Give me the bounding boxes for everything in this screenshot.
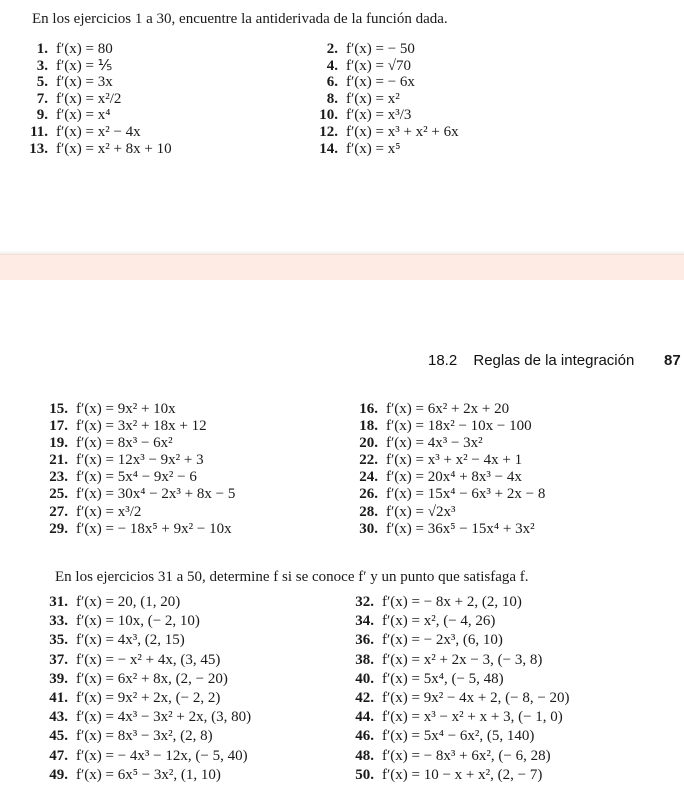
exercise-expression: f′(x) = x⁴ <box>56 107 111 124</box>
exercise-number: 24. <box>359 469 378 486</box>
exercise-item <box>312 141 612 158</box>
exercise-item <box>40 670 346 689</box>
exercise-number: 10. <box>319 107 338 124</box>
exercise-number: 4. <box>326 57 338 74</box>
exercise-list-1-14 <box>22 41 612 157</box>
exercise-list-31-50 <box>40 593 666 785</box>
exercise-expression: f′(x) = 4x³ − 3x² <box>386 435 483 452</box>
exercise-expression: f′(x) = x³ + x² + 6x <box>346 123 459 140</box>
exercise-number: 3. <box>36 57 48 74</box>
exercise-number: 9. <box>36 107 48 124</box>
exercise-item <box>350 418 650 435</box>
exercise-item <box>346 651 666 670</box>
exercise-number: 29. <box>49 520 68 537</box>
exercise-item <box>346 708 666 727</box>
exercise-item <box>312 41 612 58</box>
exercise-item <box>346 689 666 708</box>
exercise-item <box>40 521 350 538</box>
exercise-expression: f′(x) = 9x² − 4x + 2, (− 8, − 20) <box>382 689 570 706</box>
instruction-1-30: En los ejercicios 1 a 30, encuentre la antiderivada de la función dada. <box>32 11 448 27</box>
exercise-number: 27. <box>49 503 68 520</box>
exercise-expression: f′(x) = 15x⁴ − 6x³ + 2x − 8 <box>386 486 546 503</box>
exercise-expression: f′(x) = 80 <box>56 41 113 57</box>
exercise-number: 8. <box>326 90 338 107</box>
exercise-expression: f′(x) = − 2x³, (6, 10) <box>382 632 503 649</box>
exercise-item <box>40 612 346 631</box>
exercise-expression: f′(x) = 3x <box>56 74 113 91</box>
exercise-number: 44. <box>355 709 374 726</box>
exercise-expression: f′(x) = 36x⁵ − 15x⁴ + 3x² <box>386 520 535 537</box>
exercise-expression: f′(x) = − 8x + 2, (2, 10) <box>382 594 522 610</box>
exercise-number: 22. <box>359 452 378 469</box>
exercise-number: 45. <box>49 728 68 745</box>
exercise-number: 32. <box>355 594 374 610</box>
exercise-number: 43. <box>49 709 68 726</box>
exercise-number: 36. <box>355 632 374 649</box>
exercise-item <box>40 469 350 486</box>
exercise-item <box>312 107 612 124</box>
exercise-expression: f′(x) = x² + 2x − 3, (− 3, 8) <box>382 651 543 668</box>
exercise-expression: f′(x) = 9x² + 2x, (− 2, 2) <box>76 689 221 706</box>
exercise-expression: f′(x) = x², (− 4, 26) <box>382 613 496 630</box>
exercise-expression: f′(x) = 12x³ − 9x² + 3 <box>76 452 204 469</box>
running-head <box>428 352 634 369</box>
exercise-number: 5. <box>36 74 48 91</box>
exercise-expression: f′(x) = 6x² + 2x + 20 <box>386 401 510 417</box>
exercise-item <box>40 418 350 435</box>
exercise-expression: f′(x) = 30x⁴ − 2x³ + 8x − 5 <box>76 486 236 503</box>
exercise-number: 25. <box>49 486 68 503</box>
exercise-number: 19. <box>49 435 68 452</box>
exercise-item <box>346 766 666 785</box>
exercise-number: 47. <box>49 747 68 764</box>
exercise-number: 2. <box>326 41 338 57</box>
exercise-expression: f′(x) = x³ − x² + x + 3, (− 1, 0) <box>382 709 563 726</box>
exercise-item <box>312 74 612 91</box>
exercise-number: 6. <box>326 74 338 91</box>
exercise-number: 18. <box>359 418 378 435</box>
exercise-expression: f′(x) = 6x² + 8x, (2, − 20) <box>76 670 228 687</box>
exercise-expression: f′(x) = √70 <box>346 57 411 74</box>
exercise-expression: f′(x) = − 6x <box>346 74 415 91</box>
exercise-number: 16. <box>359 401 378 417</box>
exercise-number: 37. <box>49 651 68 668</box>
exercise-item <box>40 593 346 612</box>
exercise-number: 38. <box>355 651 374 668</box>
exercise-item <box>346 631 666 650</box>
exercise-number: 49. <box>49 766 68 783</box>
exercise-expression: f′(x) = − 4x³ − 12x, (− 5, 40) <box>76 747 248 764</box>
exercise-item <box>40 486 350 503</box>
exercise-expression: f′(x) = 5x⁴ − 6x², (5, 140) <box>382 728 535 745</box>
exercise-item <box>346 747 666 766</box>
exercise-number: 26. <box>359 486 378 503</box>
exercise-expression: f′(x) = x³ + x² − 4x + 1 <box>386 452 523 469</box>
exercise-expression: f′(x) = 10x, (− 2, 10) <box>76 613 200 630</box>
exercise-item <box>350 486 650 503</box>
page-number: 87 <box>664 352 681 369</box>
exercise-number: 33. <box>49 613 68 630</box>
instruction-31-50: En los ejercicios 31 a 50, determine f si se conoce f′ y un punto que satisfaga f. <box>55 569 529 585</box>
exercise-expression: f′(x) = 10 − x + x², (2, − 7) <box>382 766 543 783</box>
exercise-number: 17. <box>49 418 68 435</box>
exercise-number: 11. <box>30 123 48 140</box>
exercise-expression: f′(x) = √2x³ <box>386 503 456 520</box>
page-separator-band <box>0 254 684 280</box>
exercise-expression: f′(x) = x⁵ <box>346 140 401 157</box>
exercise-expression: f′(x) = − x² + 4x, (3, 45) <box>76 651 221 668</box>
exercise-item <box>350 452 650 469</box>
exercise-item <box>312 58 612 75</box>
exercise-expression: f′(x) = 5x⁴ − 9x² − 6 <box>76 469 197 486</box>
exercise-number: 14. <box>319 140 338 157</box>
exercise-item <box>346 612 666 631</box>
exercise-number: 39. <box>49 670 68 687</box>
exercise-number: 40. <box>355 670 374 687</box>
exercise-number: 20. <box>359 435 378 452</box>
exercise-expression: f′(x) = 4x³ − 3x² + 2x, (3, 80) <box>76 709 252 726</box>
exercise-item <box>350 521 650 538</box>
exercise-item <box>40 747 346 766</box>
exercise-item <box>22 124 312 141</box>
exercise-expression: f′(x) = 20, (1, 20) <box>76 594 181 610</box>
exercise-expression: f′(x) = 4x³, (2, 15) <box>76 632 185 649</box>
exercise-number: 30. <box>359 520 378 537</box>
exercise-item <box>40 708 346 727</box>
exercise-item <box>346 593 666 612</box>
exercise-item <box>40 727 346 746</box>
exercise-expression: f′(x) = 20x⁴ + 8x³ − 4x <box>386 469 522 486</box>
exercise-number: 46. <box>355 728 374 745</box>
exercise-item <box>346 670 666 689</box>
exercise-number: 12. <box>319 123 338 140</box>
exercise-item <box>350 469 650 486</box>
exercise-expression: f′(x) = − 18x⁵ + 9x² − 10x <box>76 520 232 537</box>
exercise-item <box>350 504 650 521</box>
exercise-item <box>40 401 350 418</box>
exercise-item <box>40 631 346 650</box>
exercise-item <box>22 41 312 58</box>
exercise-number: 31. <box>49 594 68 610</box>
exercise-number: 41. <box>49 689 68 706</box>
exercise-number: 34. <box>355 613 374 630</box>
section-number: 18.2 <box>428 352 458 369</box>
exercise-number: 28. <box>359 503 378 520</box>
exercise-number: 21. <box>49 452 68 469</box>
exercise-number: 35. <box>49 632 68 649</box>
exercise-expression: f′(x) = x²/2 <box>56 90 122 107</box>
exercise-item <box>22 91 312 108</box>
exercise-expression: f′(x) = − 8x³ + 6x², (− 6, 28) <box>382 747 551 764</box>
exercise-number: 50. <box>355 766 374 783</box>
exercise-number: 1. <box>36 41 48 57</box>
exercise-expression: f′(x) = x² − 4x <box>56 123 141 140</box>
exercise-expression: f′(x) = x³/3 <box>346 107 412 124</box>
exercise-expression: f′(x) = x² + 8x + 10 <box>56 140 172 157</box>
exercise-list-15-30 <box>40 401 650 538</box>
exercise-item <box>350 435 650 452</box>
exercise-number: 15. <box>49 401 68 417</box>
exercise-item <box>346 727 666 746</box>
exercise-expression: f′(x) = 9x² + 10x <box>76 401 176 417</box>
exercise-item <box>40 766 346 785</box>
exercise-item <box>40 651 346 670</box>
exercise-expression: f′(x) = − 50 <box>346 41 415 57</box>
exercise-item <box>40 504 350 521</box>
section-title: Reglas de la integración <box>473 352 635 369</box>
exercise-number: 7. <box>36 90 48 107</box>
exercise-expression: f′(x) = ⅕ <box>56 57 113 74</box>
exercise-expression: f′(x) = 18x² − 10x − 100 <box>386 418 532 435</box>
exercise-expression: f′(x) = 8x³ − 6x² <box>76 435 173 452</box>
exercise-item <box>40 452 350 469</box>
exercise-expression: f′(x) = 5x⁴, (− 5, 48) <box>382 670 504 687</box>
exercise-number: 42. <box>355 689 374 706</box>
exercise-expression: f′(x) = 3x² + 18x + 12 <box>76 418 207 435</box>
exercise-item <box>22 141 312 158</box>
exercise-item <box>312 91 612 108</box>
exercise-item <box>22 107 312 124</box>
exercise-number: 23. <box>49 469 68 486</box>
exercise-item <box>22 74 312 91</box>
exercise-expression: f′(x) = 6x⁵ − 3x², (1, 10) <box>76 766 221 783</box>
exercise-expression: f′(x) = x² <box>346 90 400 107</box>
exercise-item <box>22 58 312 75</box>
exercise-number: 13. <box>29 140 48 157</box>
exercise-number: 48. <box>355 747 374 764</box>
exercise-item <box>350 401 650 418</box>
exercise-item <box>40 435 350 452</box>
exercise-item <box>40 689 346 708</box>
exercise-expression: f′(x) = 8x³ − 3x², (2, 8) <box>76 728 213 745</box>
exercise-expression: f′(x) = x³/2 <box>76 503 142 520</box>
exercise-item <box>312 124 612 141</box>
